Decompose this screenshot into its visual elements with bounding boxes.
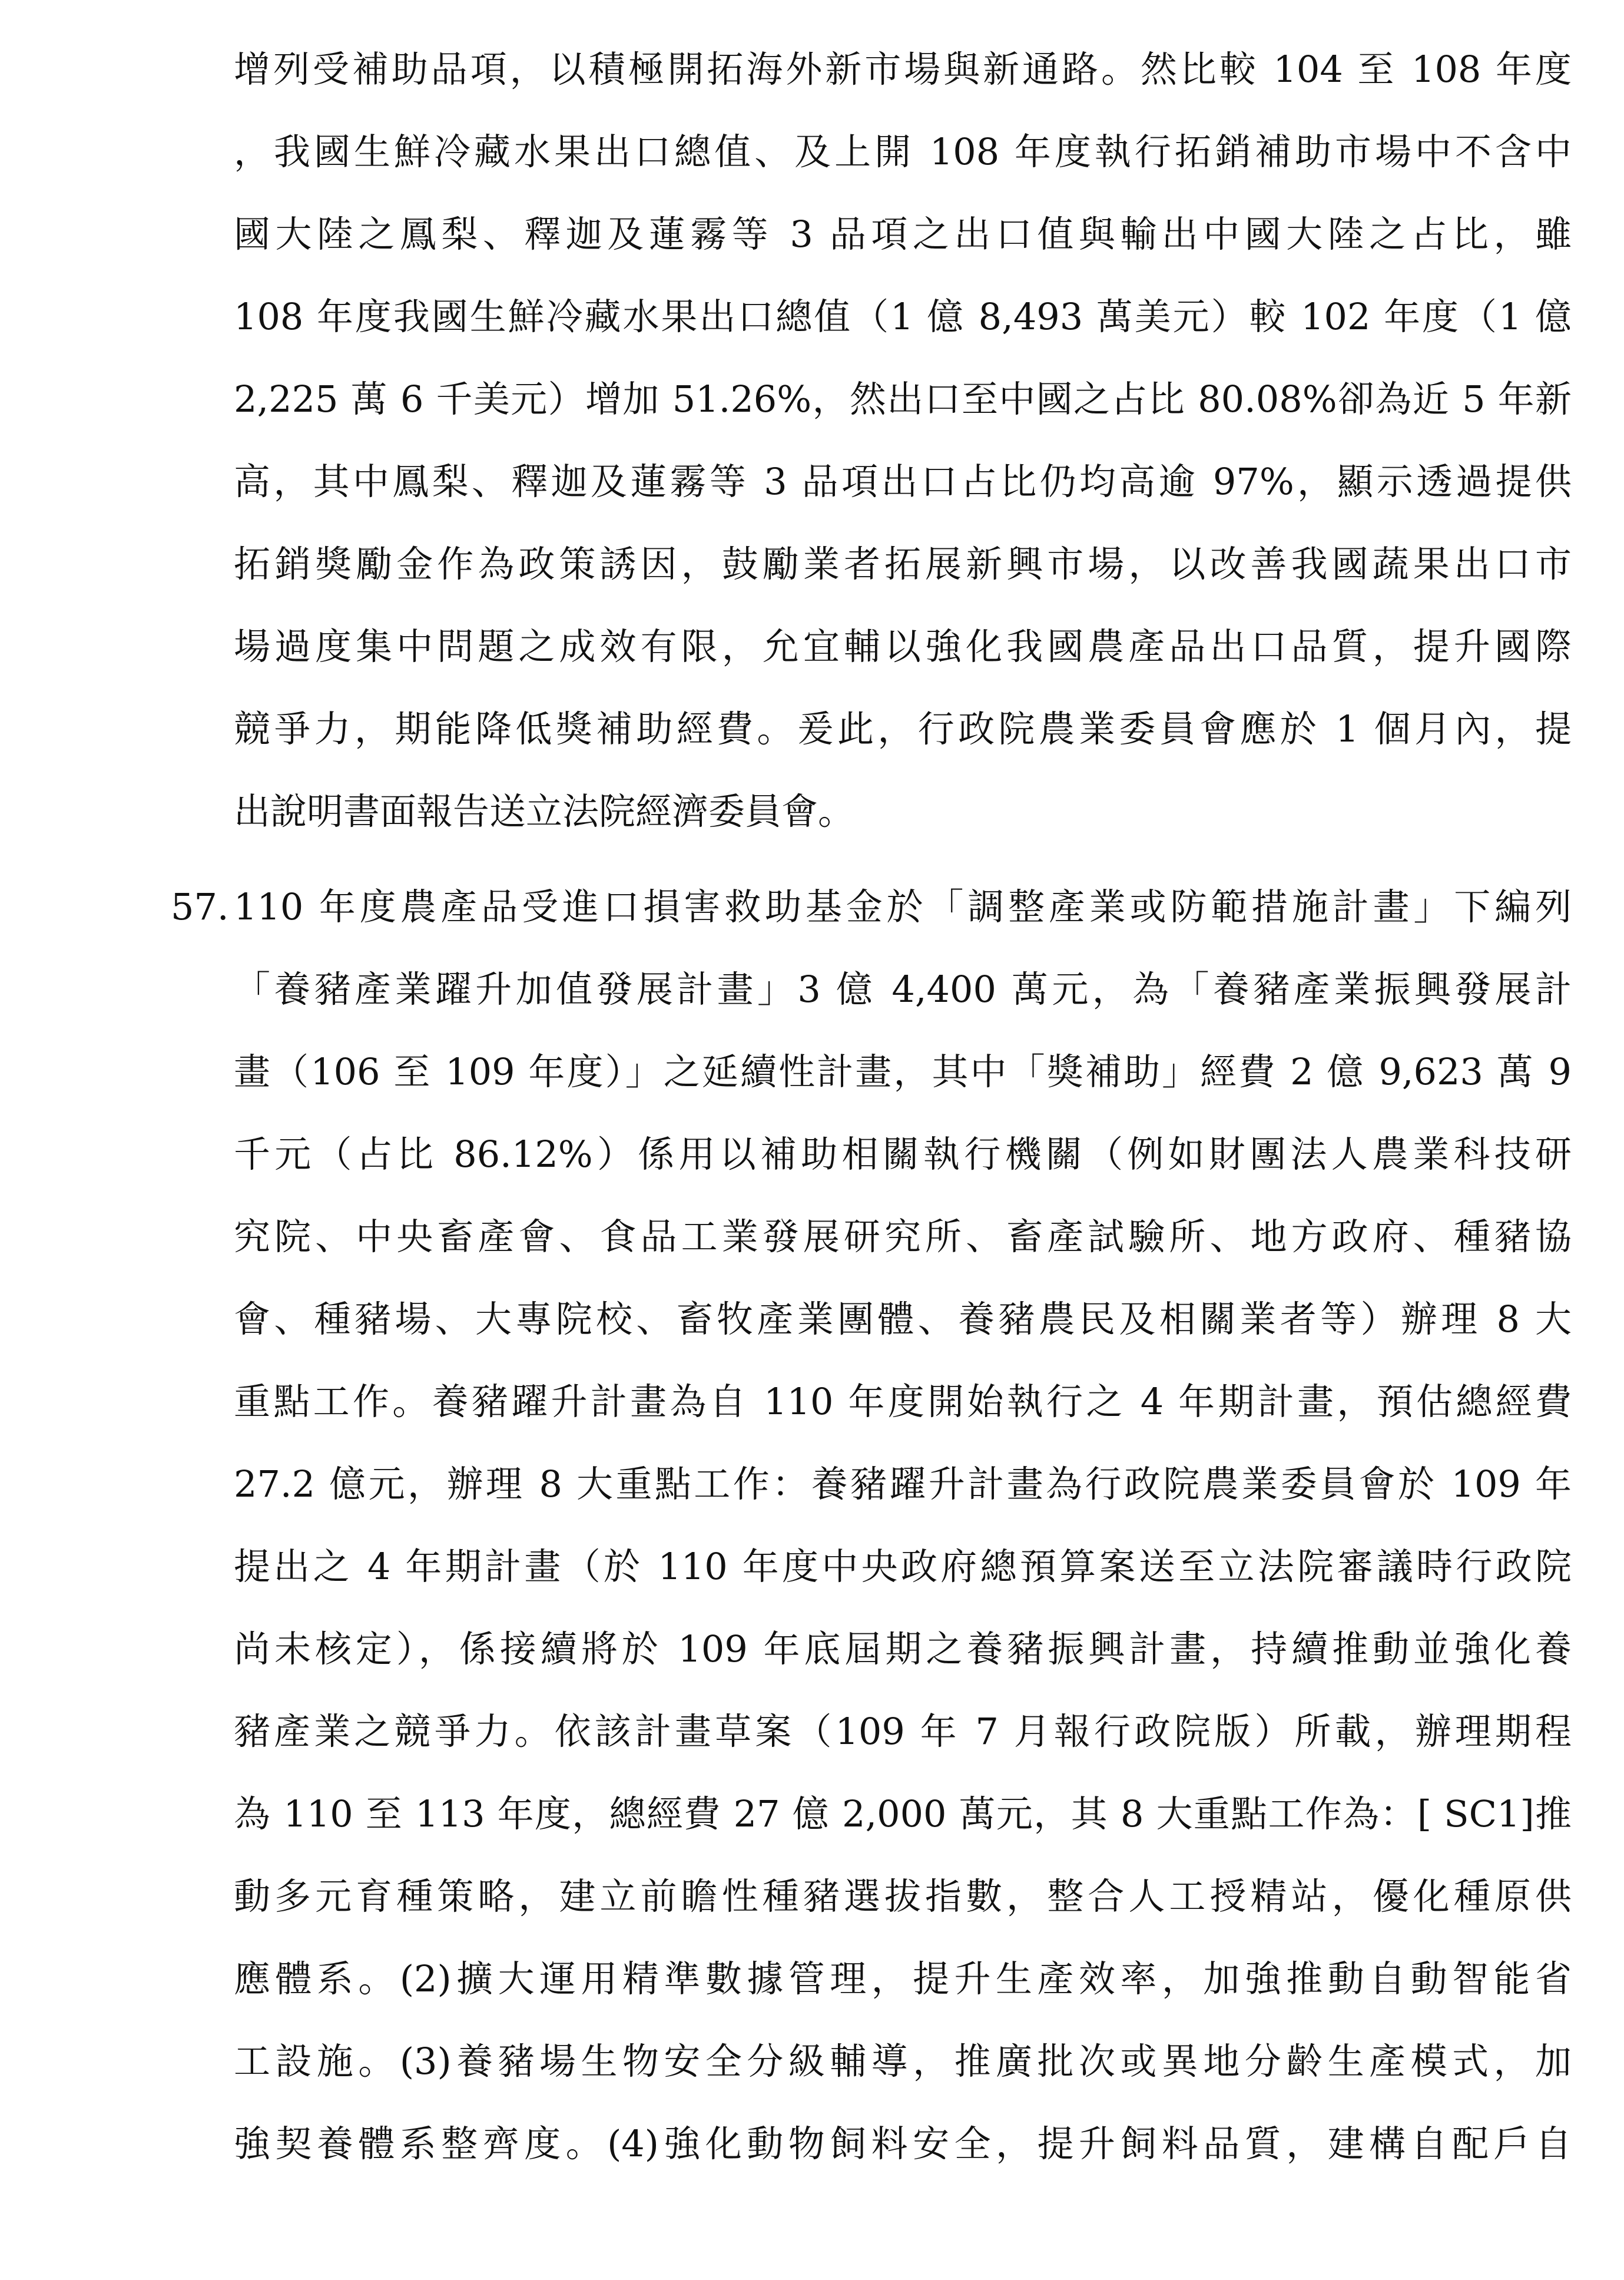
text-line: 出說明書面報告送立法院經濟委員會。 <box>234 790 855 833</box>
text-line: 千元（占比 86.12%）係用以補助相關執行機關（例如財團法人農業科技研 <box>234 1133 1572 1176</box>
item-57-paragraph <box>234 866 1572 2185</box>
text-line: 工設施。(3)養豬場生物安全分級輔導，推廣批次或異地分齡生產模式，加 <box>234 2040 1572 2083</box>
text-line: 究院、中央畜產會、食品工業發展研究所、畜產試驗所、地方政府、種豬協 <box>234 1215 1572 1258</box>
text-line: 為 110 至 113 年度，總經費 27 億 2,000 萬元，其 8 大重點工作為：[ SC1]推 <box>234 1792 1572 1835</box>
text-line: 高，其中鳳梨、釋迦及蓮霧等 3 品項出口占比仍均高逾 97%，顯示透過提供 <box>234 460 1572 503</box>
text-line: 拓銷獎勵金作為政策誘因，鼓勵業者拓展新興市場，以改善我國蔬果出口市 <box>234 542 1572 585</box>
text-line: 場過度集中問題之成效有限，允宜輔以強化我國農產品出口品質，提升國際 <box>234 625 1572 668</box>
text-line: 強契養體系整齊度。(4)強化動物飼料安全，提升飼料品質，建構自配戶自 <box>234 2122 1572 2165</box>
text-line: 108 年度我國生鮮冷藏水果出口總值（1 億 8,493 萬美元）較 102 年度（1 億 <box>234 295 1572 338</box>
text-line: 畫（106 至 109 年度）」之延續性計畫，其中「獎補助」經費 2 億 9,623 萬 9 <box>234 1050 1572 1093</box>
text-line: 「養豬產業躍升加值發展計畫」3 億 4,400 萬元，為「養豬產業振興發展計 <box>234 968 1572 1011</box>
item-number: 57. <box>171 885 229 928</box>
text-line: 110 年度農產品受進口損害救助基金於「調整產業或防範措施計畫」下編列 <box>234 885 1572 928</box>
text-line: 競爭力，期能降低獎補助經費。爰此，行政院農業委員會應於 1 個月內，提 <box>234 707 1572 750</box>
text-line: 27.2 億元，辦理 8 大重點工作：養豬躍升計畫為行政院農業委員會於 109 年 <box>234 1462 1572 1505</box>
text-line: 動多元育種策略，建立前瞻性種豬選拔指數，整合人工授精站，優化種原供 <box>234 1875 1572 1918</box>
text-line: 會、種豬場、大專院校、畜牧產業團體、養豬農民及相關業者等）辦理 8 大 <box>234 1298 1572 1341</box>
paragraph-continued <box>234 28 1572 853</box>
text-line: 豬產業之競爭力。依該計畫草案（109 年 7 月報行政院版）所載，辦理期程 <box>234 1710 1572 1753</box>
text-line: 國大陸之鳳梨、釋迦及蓮霧等 3 品項之出口值與輸出中國大陸之占比，雖 <box>234 213 1572 256</box>
text-line: 2,225 萬 6 千美元）增加 51.26%，然出口至中國之占比 80.08%卻為近 5 年新 <box>234 378 1572 421</box>
text-line: 應體系。(2)擴大運用精準數據管理，提升生產效率，加強推動自動智能省 <box>234 1957 1572 2000</box>
text-line: 增列受補助品項，以積極開拓海外新市場與新通路。然比較 104 至 108 年度 <box>234 48 1572 91</box>
text-line: ，我國生鮮冷藏水果出口總值、及上開 108 年度執行拓銷補助市場中不含中 <box>234 130 1572 173</box>
text-line: 重點工作。養豬躍升計畫為自 110 年度開始執行之 4 年期計畫，預估總經費 <box>234 1380 1572 1423</box>
text-line: 提出之 4 年期計畫（於 110 年度中央政府總預算案送至立法院審議時行政院 <box>234 1545 1572 1588</box>
text-line: 尚未核定），係接續將於 109 年底屆期之養豬振興計畫，持續推動並強化養 <box>234 1627 1572 1670</box>
